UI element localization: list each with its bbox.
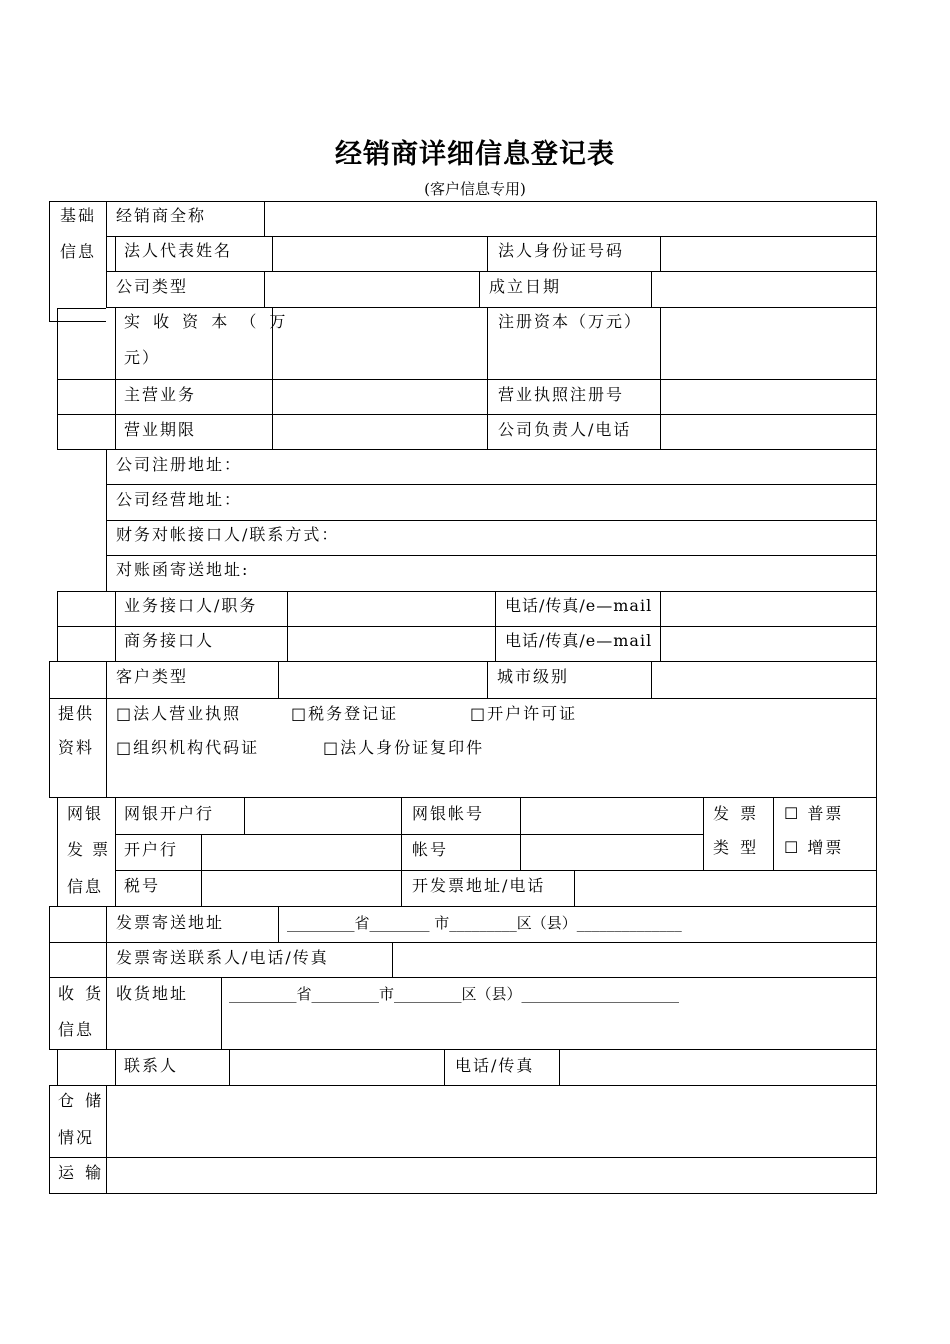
checkbox-tax-registration[interactable]: □税务登记证 (291, 704, 399, 723)
legal-rep-label: 法人代表姓名 (124, 241, 233, 260)
trade-contact-field[interactable] (289, 628, 493, 659)
documents-section-label-2: 资料 (58, 738, 95, 757)
account-field[interactable] (522, 836, 701, 868)
receiving-address-field[interactable]: _________省_________市_________区（县）_____________________ (229, 985, 680, 1003)
company-head-field[interactable] (662, 416, 874, 447)
biz-contact-phone-label: 电话/传真/e—mail (505, 596, 653, 615)
checkbox-account-permit[interactable]: □开户许可证 (470, 704, 578, 723)
city-level-field[interactable] (653, 663, 874, 696)
basic-section-label: 基础 (60, 206, 97, 225)
main-business-label: 主营业务 (124, 385, 197, 404)
license-no-field[interactable] (662, 381, 874, 412)
reg-address-label: 公司注册地址： (116, 455, 243, 474)
bank-field[interactable] (203, 836, 399, 868)
receiving-section-label: 收 货 (58, 984, 105, 1003)
checkbox-business-license[interactable]: □法人营业执照 (116, 704, 242, 723)
biz-contact-phone-field[interactable] (662, 593, 874, 624)
trade-contact-phone-label: 电话/传真/e—mail (505, 631, 653, 650)
transport-field[interactable] (108, 1159, 874, 1192)
storage-field[interactable] (108, 1087, 874, 1155)
company-type-label: 公司类型 (116, 277, 189, 296)
form-title: 经销商详细信息登记表 (335, 139, 615, 170)
invoice-address-phone-field[interactable] (576, 872, 874, 905)
legal-rep-field[interactable] (274, 238, 485, 269)
receiving-phone-label: 电话/传真 (455, 1056, 535, 1075)
company-type-field[interactable] (266, 273, 477, 305)
invoice-send-contact-field[interactable] (394, 944, 874, 976)
license-no-label: 营业执照注册号 (498, 385, 625, 404)
form-subtitle: (客户信息专用) (424, 180, 526, 198)
invoice-send-address-field[interactable]: _________省________ 市_________区（县）______________ (287, 914, 682, 932)
finance-contact-label: 财务对帐接口人/联系方式： (116, 525, 340, 544)
receiving-address-label: 收货地址 (116, 984, 189, 1003)
ebank-bank-label: 网银开户行 (124, 804, 215, 823)
customer-type-field[interactable] (280, 663, 485, 696)
storage-section-label-2: 情况 (58, 1128, 95, 1147)
invoice-type-label: 发 票 (713, 804, 760, 823)
account-label: 帐号 (412, 840, 449, 859)
legal-id-label: 法人身份证号码 (498, 241, 625, 260)
established-field[interactable] (653, 273, 874, 305)
receiving-contact-label: 联系人 (124, 1056, 179, 1075)
invoice-section-label-2: 发 票 (67, 840, 111, 859)
invoice-send-contact-label: 发票寄送联系人/电话/传真 (116, 948, 329, 967)
city-level-label: 城市级别 (497, 667, 570, 686)
registered-capital-field[interactable] (662, 309, 874, 377)
transport-section-label: 运 输 (58, 1163, 105, 1182)
trade-contact-label: 商务接口人 (124, 631, 215, 650)
business-term-label: 营业期限 (124, 420, 197, 439)
registered-capital-label: 注册资本（万元） (498, 312, 643, 331)
dealer-name-field[interactable] (266, 203, 874, 234)
checkbox-legal-id-copy[interactable]: □法人身份证复印件 (323, 738, 485, 757)
receiving-contact-field[interactable] (231, 1051, 442, 1084)
main-business-field[interactable] (274, 381, 485, 412)
paid-capital-label-2: 元） (124, 348, 161, 367)
dealer-name-label: 经销商全称 (116, 206, 207, 225)
invoice-send-address-label: 发票寄送地址 (116, 913, 225, 932)
tax-no-field[interactable] (203, 872, 399, 905)
ebank-account-field[interactable] (522, 799, 701, 832)
biz-contact-label: 业务接口人/职务 (124, 596, 258, 615)
documents-section-label: 提供 (58, 704, 95, 723)
paid-capital-label: 实 收 资 本 （ 万 (124, 312, 290, 331)
invoice-address-phone-label: 开发票地址/电话 (412, 876, 546, 895)
business-term-field[interactable] (274, 416, 485, 447)
receiving-section-label-2: 信息 (58, 1020, 95, 1039)
company-head-label: 公司负责人/电话 (498, 420, 632, 439)
invoice-section-label: 网银 (67, 804, 104, 823)
biz-contact-field[interactable] (289, 593, 493, 624)
trade-contact-phone-field[interactable] (662, 628, 874, 659)
ebank-bank-field[interactable] (246, 799, 399, 832)
legal-id-field[interactable] (662, 238, 874, 269)
customer-type-label: 客户类型 (116, 667, 189, 686)
paid-capital-field[interactable] (274, 309, 485, 377)
basic-section-label-2: 信息 (60, 242, 97, 261)
invoice-section-label-3: 信息 (67, 877, 104, 896)
established-label: 成立日期 (489, 277, 562, 296)
ebank-account-label: 网银帐号 (412, 804, 485, 823)
op-address-label: 公司经营地址： (116, 490, 243, 509)
checkbox-org-code[interactable]: □组织机构代码证 (116, 738, 260, 757)
receiving-phone-field[interactable] (561, 1051, 874, 1084)
storage-section-label: 仓 储 (58, 1091, 105, 1110)
checkbox-vat-invoice[interactable]: ☐ 增票 (784, 838, 844, 857)
invoice-type-label-2: 类 型 (713, 838, 760, 857)
statement-address-label: 对账函寄送地址: (116, 560, 250, 579)
bank-label: 开户行 (124, 840, 179, 859)
tax-no-label: 税号 (124, 876, 161, 895)
checkbox-normal-invoice[interactable]: ☐ 普票 (784, 804, 844, 823)
